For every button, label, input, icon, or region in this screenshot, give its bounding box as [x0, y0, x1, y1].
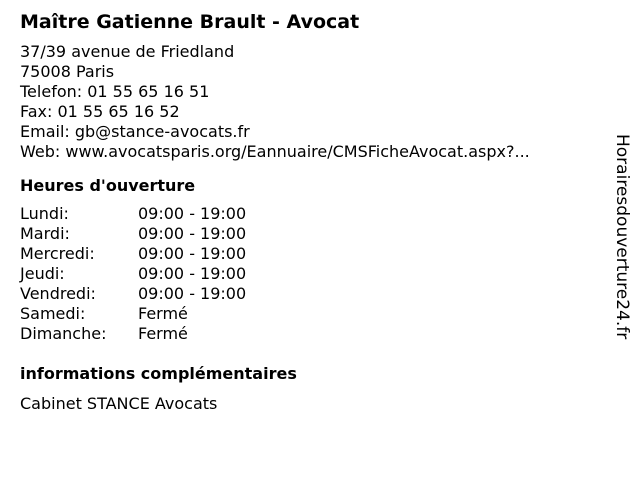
hours-row-tuesday [20, 224, 605, 244]
hours-day: Lundi: [20, 204, 69, 223]
hours-time: Fermé [138, 324, 188, 343]
hours-table [20, 204, 605, 344]
hours-row-sunday [20, 324, 605, 344]
hours-time: Fermé [138, 304, 188, 323]
hours-day: Dimanche: [20, 324, 107, 343]
phone-line: Telefon: 01 55 65 16 51 [20, 82, 210, 101]
hours-row-wednesday [20, 244, 605, 264]
hours-time: 09:00 - 19:00 [138, 284, 247, 303]
hours-time: 09:00 - 19:00 [138, 224, 247, 243]
web-line: Web: www.avocatsparis.org/Eannuaire/CMSFicheAvocat.aspx?... [20, 142, 530, 161]
page-title: Maître Gatienne Brault - Avocat [20, 11, 360, 33]
email-line: Email: gb@stance-avocats.fr [20, 122, 250, 141]
hours-day: Mercredi: [20, 244, 95, 263]
site-watermark: Horairesdouverture24.fr [612, 134, 632, 340]
extra-info-text: Cabinet STANCE Avocats [20, 394, 218, 413]
extra-info-heading: informations complémentaires [20, 364, 297, 383]
hours-row-friday [20, 284, 605, 304]
business-card [20, 10, 605, 414]
hours-time: 09:00 - 19:00 [138, 244, 247, 263]
address-city: 75008 Paris [20, 62, 115, 81]
address-street: 37/39 avenue de Friedland [20, 42, 235, 61]
hours-day: Mardi: [20, 224, 70, 243]
hours-day: Jeudi: [20, 264, 65, 283]
hours-row-thursday [20, 264, 605, 284]
hours-time: 09:00 - 19:00 [138, 204, 247, 223]
hours-day: Samedi: [20, 304, 86, 323]
fax-line: Fax: 01 55 65 16 52 [20, 102, 180, 121]
hours-row-saturday [20, 304, 605, 324]
hours-row-monday [20, 204, 605, 224]
hours-day: Vendredi: [20, 284, 96, 303]
hours-heading: Heures d'ouverture [20, 176, 196, 195]
hours-time: 09:00 - 19:00 [138, 264, 247, 283]
contact-block [20, 42, 605, 162]
